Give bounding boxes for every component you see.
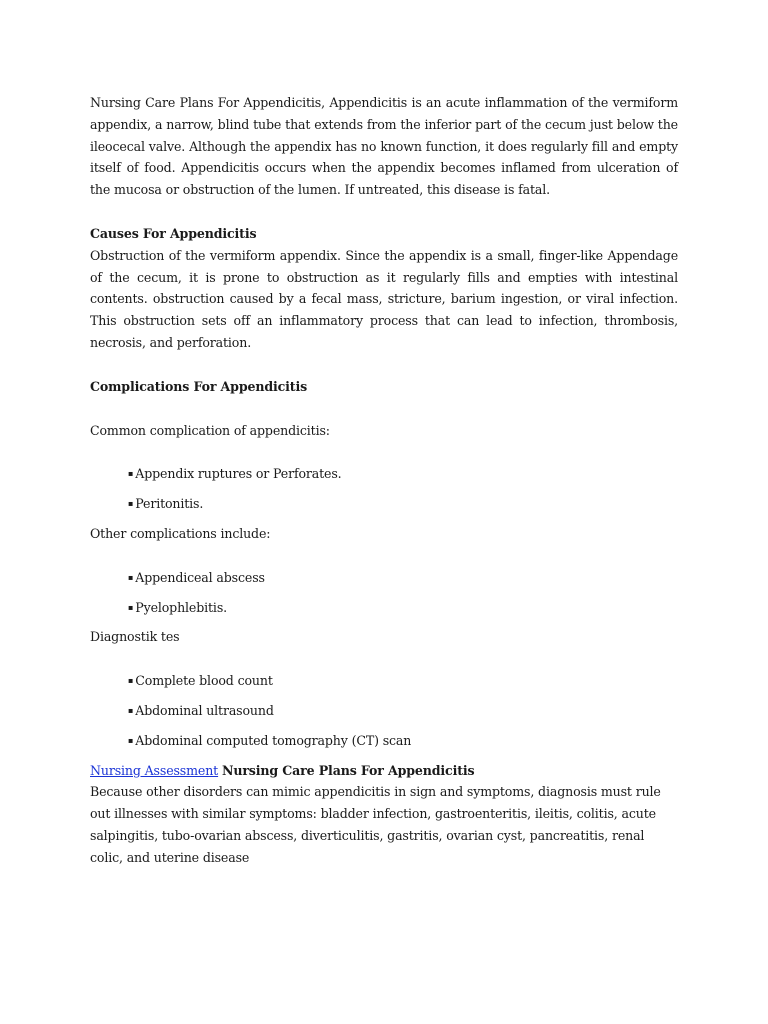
spacer bbox=[90, 398, 678, 420]
list-item-text: Appendiceal abscess bbox=[135, 569, 265, 585]
spacer bbox=[90, 441, 678, 463]
list-item-text: Abdominal computed tomography (CT) scan bbox=[135, 732, 412, 748]
list-item-text: Complete blood count bbox=[135, 673, 273, 689]
list-item-text: Peritonitis. bbox=[135, 496, 204, 512]
complications-heading: Complications For Appendicitis bbox=[90, 378, 308, 394]
list-item bbox=[90, 597, 678, 619]
bullet-icon: ▪ bbox=[128, 735, 134, 745]
common-complications-label: Common complication of appendicitis: bbox=[90, 422, 330, 438]
diagnostic-label: Diagnostik tes bbox=[90, 629, 180, 645]
spacer bbox=[90, 752, 678, 760]
list-item bbox=[90, 730, 678, 752]
list-item bbox=[90, 700, 678, 722]
spacer bbox=[90, 692, 678, 700]
list-item-text: Abdominal ultrasound bbox=[135, 702, 274, 718]
list-item-text: Appendix ruptures or Perforates. bbox=[135, 466, 342, 482]
list-item bbox=[90, 463, 678, 485]
assessment-heading: Nursing Care Plans For Appendicitis bbox=[221, 762, 475, 778]
list-item bbox=[90, 567, 678, 589]
bullet-icon: ▪ bbox=[128, 602, 134, 612]
nursing-assessment-link[interactable]: Nursing Assessment bbox=[90, 762, 219, 778]
spacer bbox=[90, 589, 678, 597]
assessment-heading-line bbox=[90, 760, 678, 782]
spacer bbox=[90, 545, 678, 567]
spacer bbox=[90, 201, 678, 223]
spacer bbox=[90, 618, 678, 626]
other-complications-label: Other complications include: bbox=[90, 525, 271, 541]
causes-paragraph: Obstruction of the vermiform appendix. Since the appendix is a small, finger-like Appendage of the cecum, it is prone to obstruction as it regularly fills and empties with intestinal contents. obstruction caused by a fecal mass, stricture, barium ingestion, or viral infection. This obstruction sets off an inflammatory process that can lead to infection, thrombosis, necrosis, and perforation. bbox=[90, 247, 678, 350]
bullet-icon: ▪ bbox=[128, 469, 134, 479]
spacer bbox=[90, 354, 678, 376]
spacer bbox=[90, 722, 678, 730]
causes-heading: Causes For Appendicitis bbox=[90, 225, 257, 241]
assessment-paragraph: Because other disorders can mimic appendicitis in sign and symptoms, diagnosis must rule out illnesses with similar symptoms: bladder infection, gastroenteritis, ileitis, colitis, acute salpingitis, tubo-ovarian abscess, diverticulitis, gastritis, ovarian cyst, pancreatitis, renal colic, and uterine disease bbox=[90, 784, 661, 865]
bullet-icon: ▪ bbox=[128, 676, 134, 686]
spacer bbox=[90, 485, 678, 493]
list-item bbox=[90, 493, 678, 515]
bullet-icon: ▪ bbox=[128, 499, 134, 509]
list-item-text: Pyelophlebitis. bbox=[135, 599, 227, 615]
spacer bbox=[90, 515, 678, 523]
spacer bbox=[90, 648, 678, 670]
bullet-icon: ▪ bbox=[128, 572, 134, 582]
bullet-icon: ▪ bbox=[128, 705, 134, 715]
list-item bbox=[90, 670, 678, 692]
intro-paragraph: Nursing Care Plans For Appendicitis, Appendicitis is an acute inflammation of the vermiform appendix, a narrow, blind tube that extends from the inferior part of the cecum just below the ileocecal valve. Although the appendix has no known function, it does regularly fill and empty itself of food. Appendicitis occurs when the appendix becomes inflamed from ulceration of the mucosa or obstruction of the lumen. If untreated, this disease is fatal. bbox=[90, 95, 678, 198]
